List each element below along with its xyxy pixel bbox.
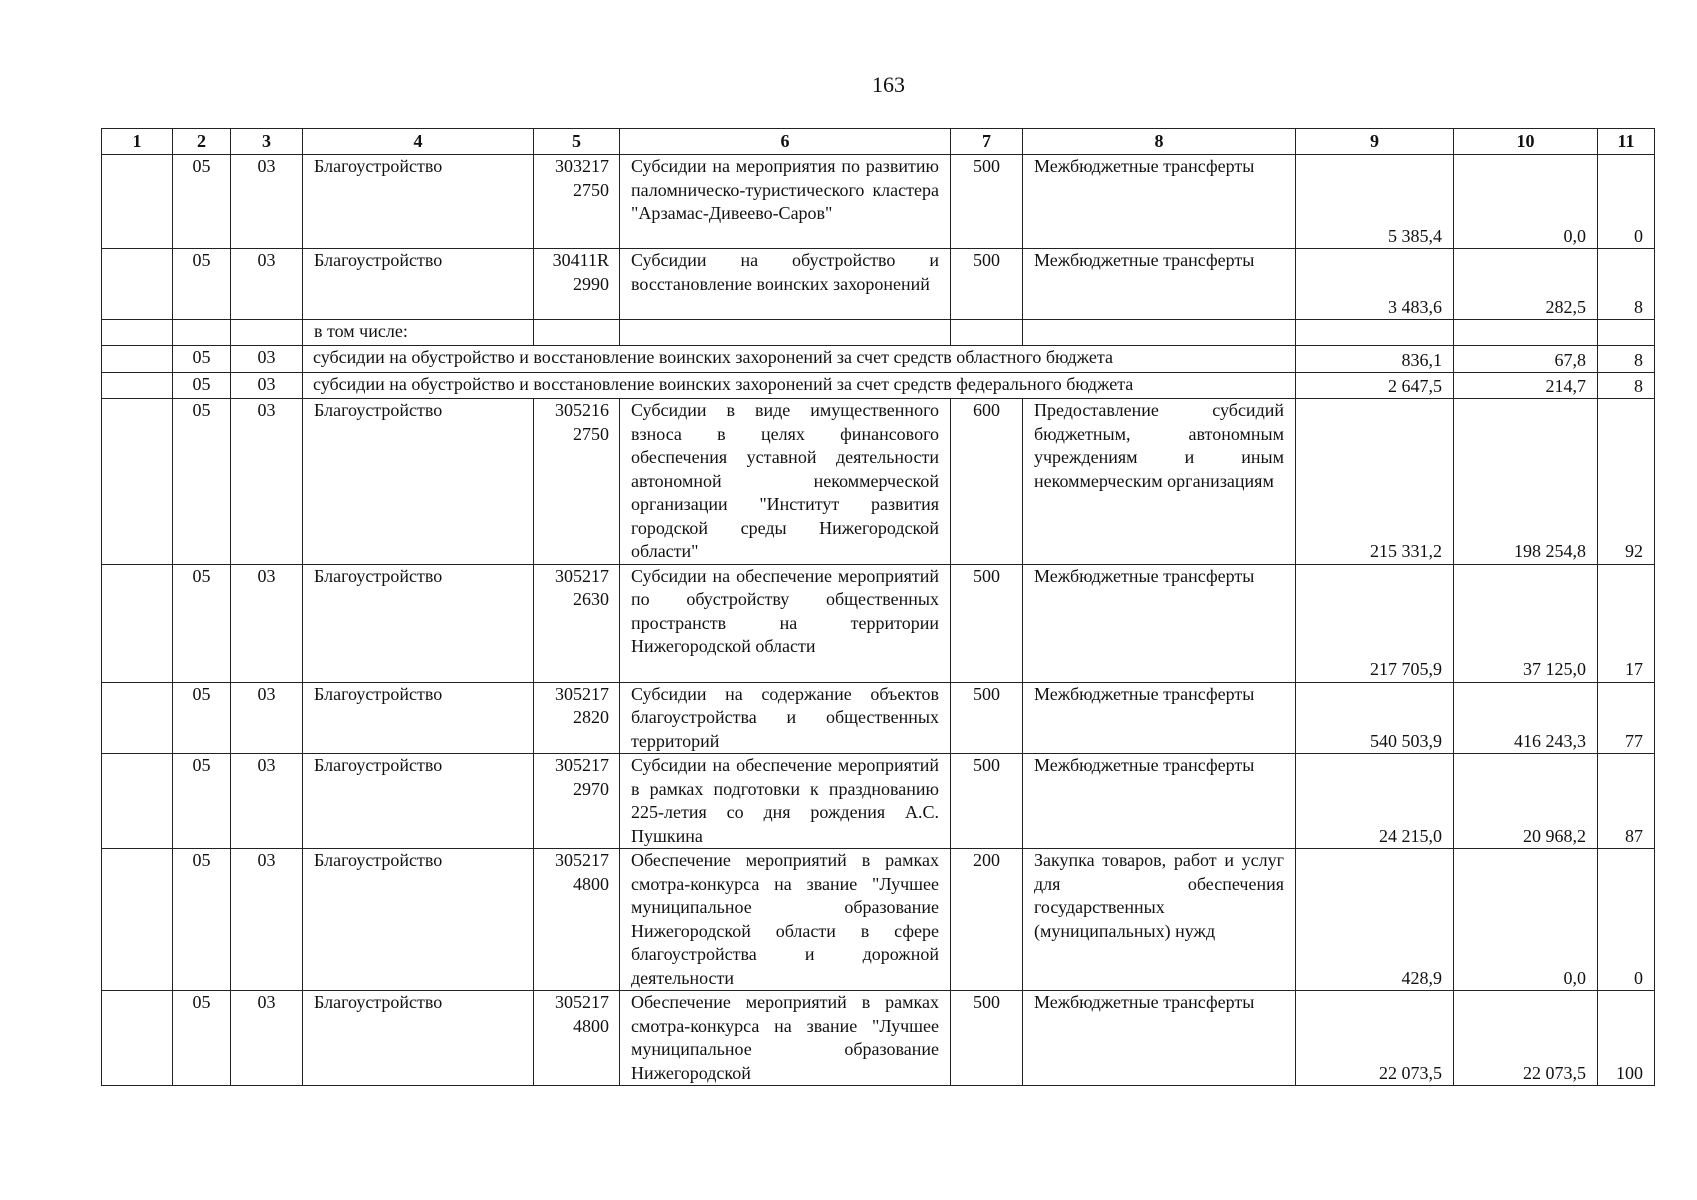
planned-amount: 215 331,2 — [1296, 399, 1454, 565]
planned-amount: 428,9 — [1296, 849, 1454, 991]
planned-amount: 24 215,0 — [1296, 754, 1454, 849]
section-code: 05 — [173, 682, 231, 754]
expense-type-name: Межбюджетные трансферты — [1023, 564, 1296, 682]
table-row — [102, 249, 1655, 320]
subsection-code: 03 — [231, 754, 303, 849]
section-code: 05 — [173, 564, 231, 682]
table-row-subitem — [102, 346, 1655, 373]
table-row-subitem — [102, 373, 1655, 399]
expense-description: Субсидии на мероприятия по развитию паломническо-туристического кластера "Арзамас-Дивеево-Саров" — [620, 155, 951, 249]
expense-type-code: 500 — [951, 249, 1023, 320]
executed-amount: 0,0 — [1454, 849, 1598, 991]
table-row — [102, 754, 1655, 849]
cell-col1 — [102, 346, 173, 373]
section-name: Благоустройство — [303, 155, 534, 249]
cell-col11 — [1598, 320, 1655, 346]
executed-amount: 0,0 — [1454, 155, 1598, 249]
execution-percent: 77 — [1598, 682, 1655, 754]
column-header: 10 — [1454, 129, 1598, 155]
column-header-row — [102, 129, 1655, 155]
expense-type-code: 500 — [951, 754, 1023, 849]
cell-col9 — [1296, 320, 1454, 346]
target-article-code: 305216 2750 — [534, 399, 620, 565]
subsection-code: 03 — [231, 991, 303, 1086]
planned-amount: 2 647,5 — [1296, 373, 1454, 399]
table-row — [102, 399, 1655, 565]
planned-amount: 540 503,9 — [1296, 682, 1454, 754]
section-name: Благоустройство — [303, 399, 534, 565]
table-row-note — [102, 320, 1655, 346]
table-row — [102, 991, 1655, 1086]
section-name: Благоустройство — [303, 991, 534, 1086]
expense-type-code: 600 — [951, 399, 1023, 565]
column-header: 11 — [1598, 129, 1655, 155]
expense-type-code: 500 — [951, 564, 1023, 682]
column-header: 9 — [1296, 129, 1454, 155]
subsection-code: 03 — [231, 155, 303, 249]
column-header: 1 — [102, 129, 173, 155]
expense-type-code: 500 — [951, 155, 1023, 249]
subsection-code: 03 — [231, 249, 303, 320]
executed-amount: 37 125,0 — [1454, 564, 1598, 682]
section-code: 05 — [173, 991, 231, 1086]
expense-type-code: 200 — [951, 849, 1023, 991]
execution-percent: 8 — [1598, 373, 1655, 399]
subsection-code: 03 — [231, 346, 303, 373]
cell-col5 — [534, 320, 620, 346]
table-row — [102, 682, 1655, 754]
execution-percent: 87 — [1598, 754, 1655, 849]
column-header: 2 — [173, 129, 231, 155]
cell-col1 — [102, 373, 173, 399]
table-row — [102, 564, 1655, 682]
target-article-code: 305217 4800 — [534, 991, 620, 1086]
cell-col10 — [1454, 320, 1598, 346]
execution-percent: 8 — [1598, 249, 1655, 320]
execution-percent: 8 — [1598, 346, 1655, 373]
cell-col6 — [620, 320, 951, 346]
cell-col1 — [102, 849, 173, 991]
target-article-code: 30411R 2990 — [534, 249, 620, 320]
expense-description: Субсидии в виде имущественного взноса в целях финансового обеспечения уставной деятельности автономной некоммерческой организации "Институт развития городской среды Нижегородской области" — [620, 399, 951, 565]
execution-percent: 100 — [1598, 991, 1655, 1086]
executed-amount: 22 073,5 — [1454, 991, 1598, 1086]
section-code: 05 — [173, 849, 231, 991]
cell-col7 — [951, 320, 1023, 346]
column-header: 8 — [1023, 129, 1296, 155]
expense-description: Обеспечение мероприятий в рамках смотра-конкурса на звание "Лучшее муниципальное образование Нижегородской — [620, 991, 951, 1086]
subsection-code: 03 — [231, 849, 303, 991]
subitem-description: субсидии на обустройство и восстановление воинских захоронений за счет средств федерального бюджета — [303, 373, 1296, 399]
expense-description: Субсидии на обустройство и восстановление воинских захоронений — [620, 249, 951, 320]
section-code: 05 — [173, 155, 231, 249]
column-header: 4 — [303, 129, 534, 155]
target-article-code: 303217 2750 — [534, 155, 620, 249]
section-name: Благоустройство — [303, 754, 534, 849]
cell-col1 — [102, 155, 173, 249]
execution-percent: 17 — [1598, 564, 1655, 682]
target-article-code: 305217 2970 — [534, 754, 620, 849]
cell-col8 — [1023, 320, 1296, 346]
table-row — [102, 155, 1655, 249]
including-note: в том числе: — [303, 320, 534, 346]
section-code: 05 — [173, 399, 231, 565]
section-name: Благоустройство — [303, 564, 534, 682]
expense-type-name: Межбюджетные трансферты — [1023, 991, 1296, 1086]
planned-amount: 836,1 — [1296, 346, 1454, 373]
expense-type-code: 500 — [951, 682, 1023, 754]
expense-description: Субсидии на обеспечение мероприятий по обустройству общественных пространств на территории Нижегородской области — [620, 564, 951, 682]
planned-amount: 22 073,5 — [1296, 991, 1454, 1086]
planned-amount: 217 705,9 — [1296, 564, 1454, 682]
table-row — [102, 849, 1655, 991]
executed-amount: 214,7 — [1454, 373, 1598, 399]
execution-percent: 92 — [1598, 399, 1655, 565]
executed-amount: 67,8 — [1454, 346, 1598, 373]
target-article-code: 305217 4800 — [534, 849, 620, 991]
expense-description: Субсидии на содержание объектов благоустройства и общественных территорий — [620, 682, 951, 754]
column-header: 3 — [231, 129, 303, 155]
execution-percent: 0 — [1598, 155, 1655, 249]
execution-percent: 0 — [1598, 849, 1655, 991]
executed-amount: 282,5 — [1454, 249, 1598, 320]
subsection-code: 03 — [231, 564, 303, 682]
planned-amount: 3 483,6 — [1296, 249, 1454, 320]
column-header: 6 — [620, 129, 951, 155]
column-header: 5 — [534, 129, 620, 155]
cell-col1 — [102, 682, 173, 754]
section-name: Благоустройство — [303, 249, 534, 320]
planned-amount: 5 385,4 — [1296, 155, 1454, 249]
expense-type-name: Межбюджетные трансферты — [1023, 682, 1296, 754]
budget-table — [101, 128, 1655, 1086]
section-code: 05 — [173, 754, 231, 849]
subitem-description: субсидии на обустройство и восстановление воинских захоронений за счет средств областного бюджета — [303, 346, 1296, 373]
expense-type-name: Межбюджетные трансферты — [1023, 754, 1296, 849]
expense-type-name: Межбюджетные трансферты — [1023, 155, 1296, 249]
target-article-code: 305217 2820 — [534, 682, 620, 754]
cell-col2 — [173, 320, 231, 346]
page-number: 163 — [872, 72, 905, 97]
cell-col1 — [102, 564, 173, 682]
executed-amount: 416 243,3 — [1454, 682, 1598, 754]
section-code: 05 — [173, 346, 231, 373]
expense-type-name: Межбюджетные трансферты — [1023, 249, 1296, 320]
section-code: 05 — [173, 373, 231, 399]
subsection-code: 03 — [231, 682, 303, 754]
cell-col1 — [102, 754, 173, 849]
cell-col1 — [102, 399, 173, 565]
expense-description: Субсидии на обеспечение мероприятий в рамках подготовки к празднованию 225-летия со дня рождения А.С. Пушкина — [620, 754, 951, 849]
executed-amount: 198 254,8 — [1454, 399, 1598, 565]
cell-col1 — [102, 249, 173, 320]
expense-type-name: Предоставление субсидий бюджетным, автономным учреждениям и иным некоммерческим организациям — [1023, 399, 1296, 565]
subsection-code: 03 — [231, 399, 303, 565]
cell-col1 — [102, 320, 173, 346]
cell-col1 — [102, 991, 173, 1086]
subsection-code: 03 — [231, 373, 303, 399]
expense-description: Обеспечение мероприятий в рамках смотра-конкурса на звание "Лучшее муниципальное образование Нижегородской области в сфере благоустройства и дорожной деятельности — [620, 849, 951, 991]
section-code: 05 — [173, 249, 231, 320]
expense-type-code: 500 — [951, 991, 1023, 1086]
section-name: Благоустройство — [303, 682, 534, 754]
executed-amount: 20 968,2 — [1454, 754, 1598, 849]
column-header: 7 — [951, 129, 1023, 155]
expense-type-name: Закупка товаров, работ и услуг для обеспечения государственных (муниципальных) нужд — [1023, 849, 1296, 991]
cell-col3 — [231, 320, 303, 346]
target-article-code: 305217 2630 — [534, 564, 620, 682]
section-name: Благоустройство — [303, 849, 534, 991]
